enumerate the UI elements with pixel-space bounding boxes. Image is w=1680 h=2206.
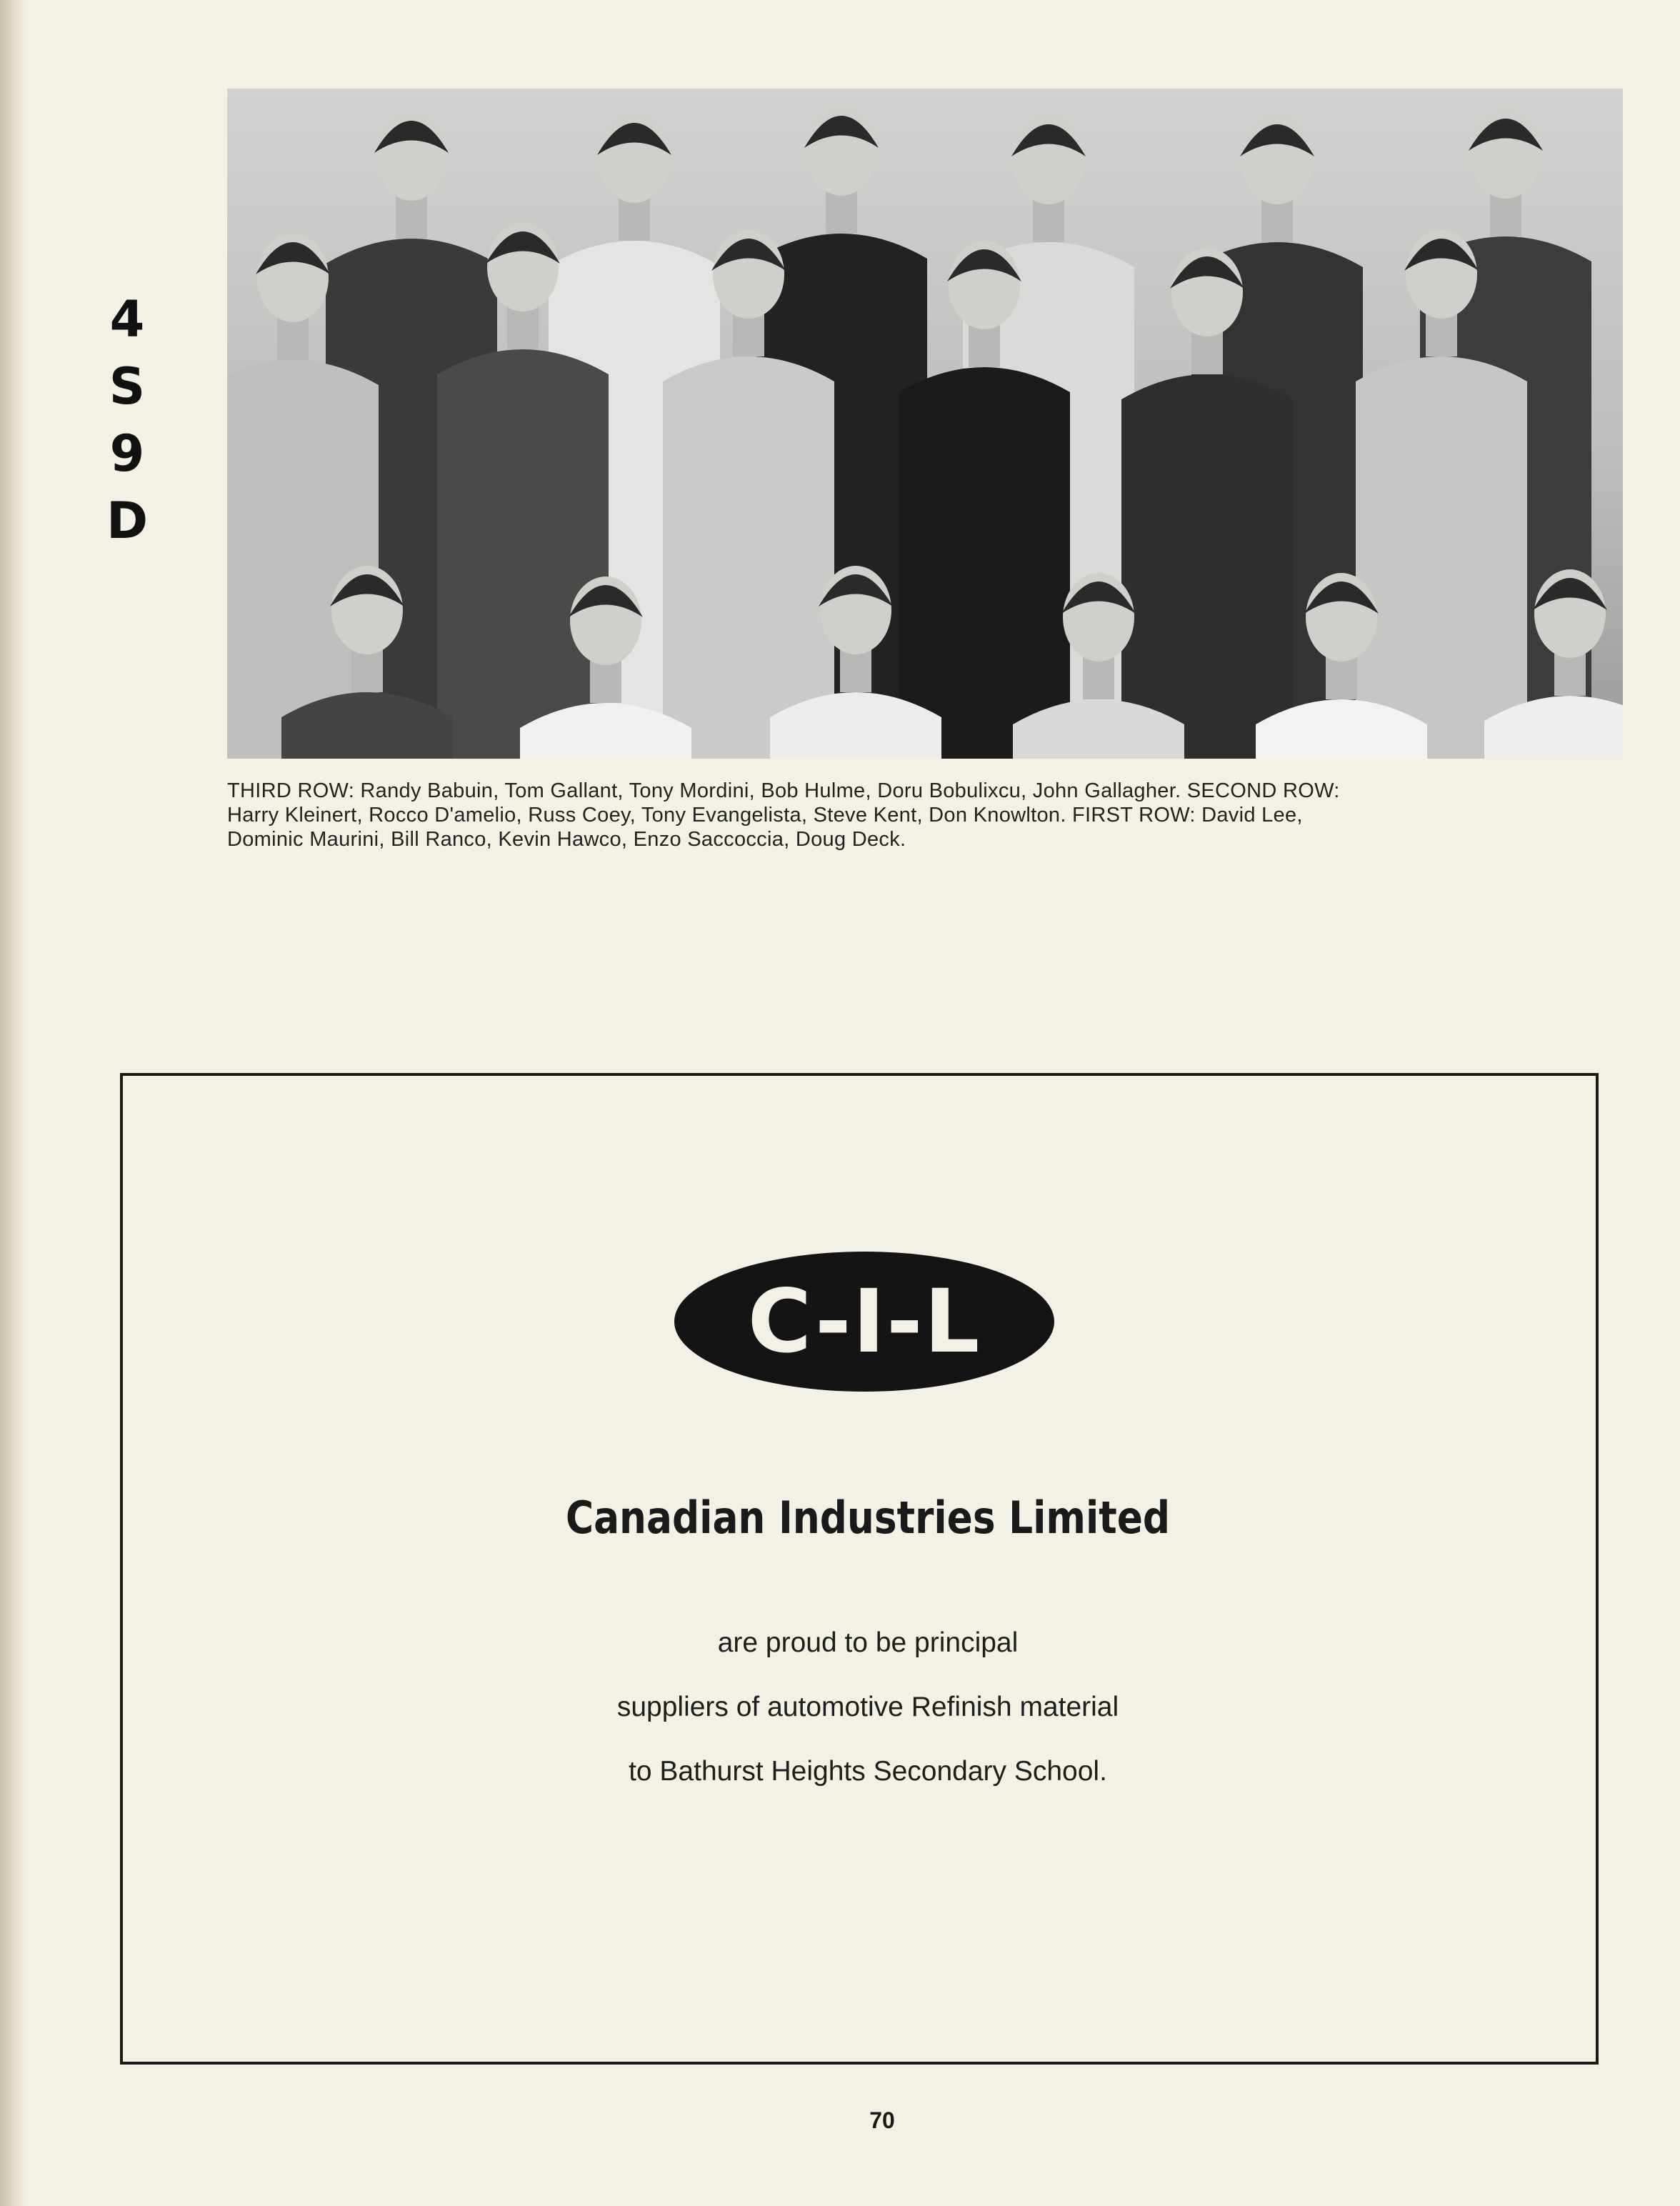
photo-people-illustration [227, 89, 1623, 759]
ad-text-line: suppliers of automotive Refinish material [616, 1692, 1119, 1722]
page-binding-edge [0, 0, 26, 2206]
caption-line: THIRD ROW: Randy Babuin, Tom Gallant, Tony Mordini, Bob Hulme, Doru Bobulixcu, John Gallagher. SECOND ROW: [227, 779, 1340, 802]
class-code-char: D [106, 491, 149, 550]
class-code-vertical [106, 286, 149, 554]
cil-logo [674, 1252, 1054, 1392]
photo-caption [227, 779, 1627, 852]
page-number: 70 [869, 2107, 895, 2133]
class-code-char: 4 [109, 290, 145, 349]
ad-text-line: are proud to be principal [717, 1627, 1019, 1658]
caption-line: Harry Kleinert, Rocco D'amelio, Russ Coey, Tony Evangelista, Steve Kent, Don Knowlton. FIRST ROW: David Lee, [227, 804, 1303, 827]
caption-line: Dominic Maurini, Bill Ranco, Kevin Hawco, Enzo Saccoccia, Doug Deck. [227, 828, 906, 851]
cil-logo-text: C-I-L [747, 1271, 981, 1372]
company-name: Canadian Industries Limited [565, 1492, 1171, 1544]
class-group-photo [227, 89, 1623, 759]
class-code-char: 9 [109, 424, 145, 483]
ad-text-line: to Bathurst Heights Secondary School. [629, 1756, 1107, 1787]
advertisement-box [120, 1073, 1599, 2065]
class-code-char: S [109, 357, 146, 416]
